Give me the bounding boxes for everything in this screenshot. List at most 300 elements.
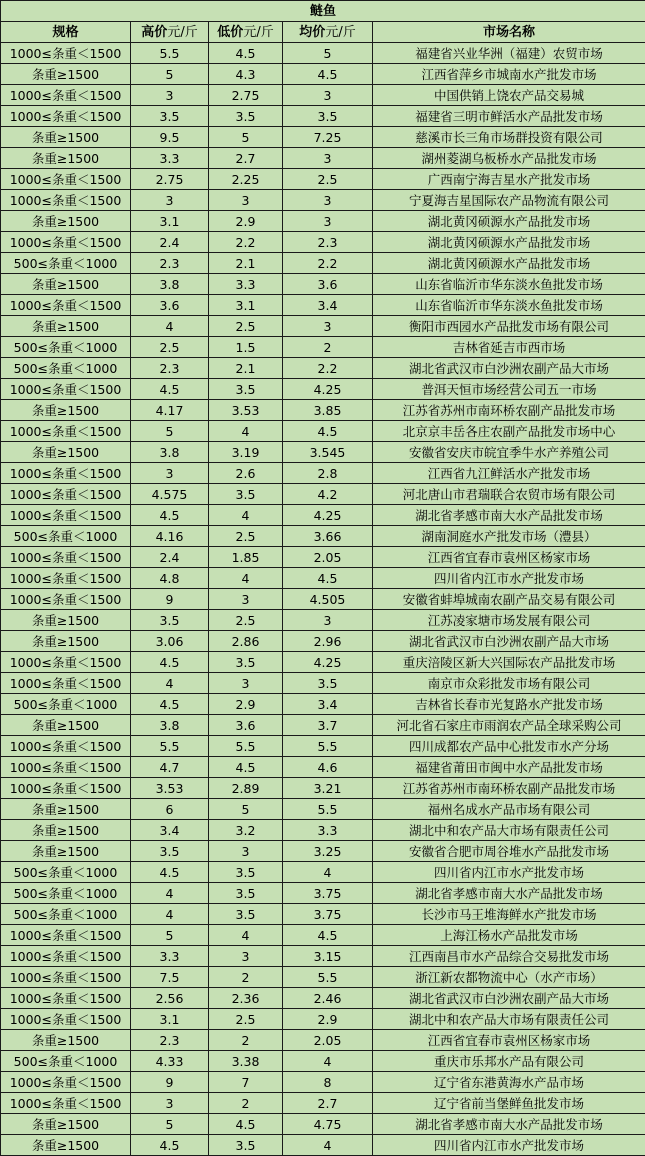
cell-low-price: 2.1 bbox=[209, 358, 283, 379]
cell-spec: 1000≤条重＜1500 bbox=[1, 505, 131, 526]
cell-high-price: 4.5 bbox=[131, 1135, 209, 1156]
cell-low-price: 2.7 bbox=[209, 148, 283, 169]
cell-spec: 1000≤条重＜1500 bbox=[1, 736, 131, 757]
cell-high-price: 5 bbox=[131, 1114, 209, 1135]
cell-low-price: 2 bbox=[209, 1030, 283, 1051]
table-row bbox=[1, 232, 645, 253]
header-main: 市场名称 bbox=[483, 24, 536, 40]
cell-avg-price: 8 bbox=[283, 1072, 373, 1093]
cell-low-price: 3.6 bbox=[209, 715, 283, 736]
cell-market: 湖北黄冈硕源水产品批发市场 bbox=[373, 211, 645, 232]
header-main: 低价 bbox=[217, 24, 244, 40]
header-spec bbox=[1, 22, 131, 43]
cell-avg-price: 3.4 bbox=[283, 295, 373, 316]
cell-market: 福建省兴业华洲（福建）农贸市场 bbox=[373, 43, 645, 64]
cell-spec: 500≤条重＜1000 bbox=[1, 1051, 131, 1072]
cell-avg-price: 7.25 bbox=[283, 127, 373, 148]
cell-spec: 1000≤条重＜1500 bbox=[1, 1009, 131, 1030]
cell-avg-price: 4.25 bbox=[283, 379, 373, 400]
table-row bbox=[1, 841, 645, 862]
cell-market: 上海江杨水产品批发市场 bbox=[373, 925, 645, 946]
table-row bbox=[1, 211, 645, 232]
table-row bbox=[1, 568, 645, 589]
cell-low-price: 2 bbox=[209, 1093, 283, 1114]
cell-spec: 500≤条重＜1000 bbox=[1, 694, 131, 715]
cell-market: 衡阳市西园水产品批发市场有限公司 bbox=[373, 316, 645, 337]
cell-market: 长沙市马王堆海鲜水产批发市场 bbox=[373, 904, 645, 925]
cell-high-price: 3 bbox=[131, 463, 209, 484]
cell-avg-price: 2.2 bbox=[283, 253, 373, 274]
cell-spec: 1000≤条重＜1500 bbox=[1, 1093, 131, 1114]
table-row bbox=[1, 610, 645, 631]
header-high-price bbox=[131, 22, 209, 43]
cell-spec: 500≤条重＜1000 bbox=[1, 904, 131, 925]
cell-high-price: 4.16 bbox=[131, 526, 209, 547]
cell-avg-price: 2.9 bbox=[283, 1009, 373, 1030]
cell-spec: 条重≥1500 bbox=[1, 211, 131, 232]
table-row bbox=[1, 1093, 645, 1114]
cell-low-price: 2.2 bbox=[209, 232, 283, 253]
table-row bbox=[1, 64, 645, 85]
cell-high-price: 3.4 bbox=[131, 820, 209, 841]
cell-spec: 条重≥1500 bbox=[1, 715, 131, 736]
table-row bbox=[1, 316, 645, 337]
cell-high-price: 2.4 bbox=[131, 232, 209, 253]
cell-low-price: 4 bbox=[209, 925, 283, 946]
cell-low-price: 3.3 bbox=[209, 274, 283, 295]
cell-high-price: 3 bbox=[131, 190, 209, 211]
cell-high-price: 4.5 bbox=[131, 505, 209, 526]
cell-avg-price: 3.3 bbox=[283, 820, 373, 841]
header-avg-price bbox=[283, 22, 373, 43]
cell-market: 四川省内江市水产批发市场 bbox=[373, 568, 645, 589]
table-row bbox=[1, 1114, 645, 1135]
cell-high-price: 3.06 bbox=[131, 631, 209, 652]
cell-high-price: 4 bbox=[131, 673, 209, 694]
cell-low-price: 5 bbox=[209, 127, 283, 148]
cell-low-price: 3.5 bbox=[209, 106, 283, 127]
cell-spec: 500≤条重＜1000 bbox=[1, 862, 131, 883]
cell-avg-price: 3.75 bbox=[283, 883, 373, 904]
cell-market: 吉林省延吉市西市场 bbox=[373, 337, 645, 358]
table-row bbox=[1, 694, 645, 715]
cell-high-price: 6 bbox=[131, 799, 209, 820]
table-row bbox=[1, 253, 645, 274]
cell-avg-price: 2 bbox=[283, 337, 373, 358]
cell-market: 四川成都农产品中心批发市水产分场 bbox=[373, 736, 645, 757]
cell-high-price: 2.5 bbox=[131, 337, 209, 358]
cell-market: 吉林省长春市光复路水产批发市场 bbox=[373, 694, 645, 715]
cell-high-price: 3.5 bbox=[131, 610, 209, 631]
cell-spec: 1000≤条重＜1500 bbox=[1, 295, 131, 316]
cell-low-price: 3 bbox=[209, 190, 283, 211]
cell-high-price: 3.5 bbox=[131, 106, 209, 127]
cell-spec: 1000≤条重＜1500 bbox=[1, 1072, 131, 1093]
cell-high-price: 9 bbox=[131, 589, 209, 610]
cell-market: 普洱天恒市场经营公司五一市场 bbox=[373, 379, 645, 400]
cell-spec: 1000≤条重＜1500 bbox=[1, 547, 131, 568]
table-row bbox=[1, 358, 645, 379]
cell-high-price: 4.5 bbox=[131, 652, 209, 673]
cell-high-price: 2.3 bbox=[131, 253, 209, 274]
table-row bbox=[1, 799, 645, 820]
cell-high-price: 4.7 bbox=[131, 757, 209, 778]
table-row bbox=[1, 757, 645, 778]
cell-spec: 1000≤条重＜1500 bbox=[1, 463, 131, 484]
cell-low-price: 4.3 bbox=[209, 64, 283, 85]
cell-spec: 1000≤条重＜1500 bbox=[1, 757, 131, 778]
cell-high-price: 4.17 bbox=[131, 400, 209, 421]
cell-spec: 条重≥1500 bbox=[1, 127, 131, 148]
cell-high-price: 4 bbox=[131, 316, 209, 337]
cell-high-price: 2.3 bbox=[131, 358, 209, 379]
cell-spec: 1000≤条重＜1500 bbox=[1, 925, 131, 946]
cell-low-price: 2.25 bbox=[209, 169, 283, 190]
cell-high-price: 3.8 bbox=[131, 274, 209, 295]
cell-spec: 1000≤条重＜1500 bbox=[1, 484, 131, 505]
cell-low-price: 4.5 bbox=[209, 43, 283, 64]
cell-avg-price: 2.5 bbox=[283, 169, 373, 190]
cell-low-price: 5 bbox=[209, 799, 283, 820]
cell-market: 慈溪市长三角市场群投资有限公司 bbox=[373, 127, 645, 148]
table-row bbox=[1, 484, 645, 505]
cell-low-price: 4.5 bbox=[209, 757, 283, 778]
table-row bbox=[1, 904, 645, 925]
cell-low-price: 4 bbox=[209, 568, 283, 589]
cell-high-price: 5 bbox=[131, 925, 209, 946]
cell-high-price: 5 bbox=[131, 64, 209, 85]
cell-market: 福建省三明市鲜活水产品批发市场 bbox=[373, 106, 645, 127]
cell-market: 湖北黄冈硕源水产品批发市场 bbox=[373, 232, 645, 253]
cell-avg-price: 3.5 bbox=[283, 106, 373, 127]
table-row bbox=[1, 43, 645, 64]
cell-market: 山东省临沂市华东淡水鱼批发市场 bbox=[373, 295, 645, 316]
cell-spec: 条重≥1500 bbox=[1, 274, 131, 295]
cell-high-price: 5.5 bbox=[131, 736, 209, 757]
table-row bbox=[1, 883, 645, 904]
cell-avg-price: 3 bbox=[283, 85, 373, 106]
cell-spec: 1000≤条重＜1500 bbox=[1, 169, 131, 190]
cell-avg-price: 3 bbox=[283, 610, 373, 631]
cell-market: 江西省萍乡市城南水产批发市场 bbox=[373, 64, 645, 85]
header-market bbox=[373, 22, 645, 43]
cell-spec: 1000≤条重＜1500 bbox=[1, 43, 131, 64]
cell-market: 安徽省合肥市周谷堆水产品批发市场 bbox=[373, 841, 645, 862]
header-unit: 元/斤 bbox=[167, 24, 198, 40]
cell-low-price: 3.5 bbox=[209, 904, 283, 925]
cell-market: 江西南昌市水产品综合交易批发市场 bbox=[373, 946, 645, 967]
cell-high-price: 2.56 bbox=[131, 988, 209, 1009]
cell-low-price: 3.5 bbox=[209, 862, 283, 883]
cell-avg-price: 3 bbox=[283, 148, 373, 169]
table-row bbox=[1, 190, 645, 211]
cell-avg-price: 5 bbox=[283, 43, 373, 64]
table-row bbox=[1, 862, 645, 883]
cell-avg-price: 2.46 bbox=[283, 988, 373, 1009]
cell-low-price: 2.9 bbox=[209, 211, 283, 232]
table-row bbox=[1, 925, 645, 946]
cell-low-price: 2.5 bbox=[209, 1009, 283, 1030]
table-row bbox=[1, 946, 645, 967]
cell-high-price: 4 bbox=[131, 883, 209, 904]
cell-low-price: 3.5 bbox=[209, 1135, 283, 1156]
cell-low-price: 2.5 bbox=[209, 526, 283, 547]
cell-avg-price: 3.25 bbox=[283, 841, 373, 862]
cell-high-price: 4.33 bbox=[131, 1051, 209, 1072]
table-row bbox=[1, 1009, 645, 1030]
cell-low-price: 3.2 bbox=[209, 820, 283, 841]
cell-high-price: 2.4 bbox=[131, 547, 209, 568]
cell-market: 辽宁省前当堡鲜鱼批发市场 bbox=[373, 1093, 645, 1114]
cell-spec: 条重≥1500 bbox=[1, 820, 131, 841]
cell-high-price: 3.6 bbox=[131, 295, 209, 316]
cell-avg-price: 4.505 bbox=[283, 589, 373, 610]
cell-avg-price: 3.7 bbox=[283, 715, 373, 736]
cell-high-price: 5 bbox=[131, 421, 209, 442]
table-row bbox=[1, 631, 645, 652]
cell-market: 重庆涪陵区新大兴国际农产品批发市场 bbox=[373, 652, 645, 673]
cell-spec: 1000≤条重＜1500 bbox=[1, 589, 131, 610]
cell-avg-price: 3.15 bbox=[283, 946, 373, 967]
table-row bbox=[1, 589, 645, 610]
table-row bbox=[1, 1072, 645, 1093]
cell-high-price: 2.75 bbox=[131, 169, 209, 190]
cell-avg-price: 5.5 bbox=[283, 799, 373, 820]
table-row bbox=[1, 127, 645, 148]
cell-market: 江苏凌家塘市场发展有限公司 bbox=[373, 610, 645, 631]
cell-high-price: 3.53 bbox=[131, 778, 209, 799]
table-row bbox=[1, 421, 645, 442]
cell-low-price: 3.5 bbox=[209, 652, 283, 673]
cell-low-price: 2.9 bbox=[209, 694, 283, 715]
cell-low-price: 3.5 bbox=[209, 883, 283, 904]
cell-high-price: 3 bbox=[131, 85, 209, 106]
cell-avg-price: 4.6 bbox=[283, 757, 373, 778]
cell-avg-price: 3.4 bbox=[283, 694, 373, 715]
cell-avg-price: 4.25 bbox=[283, 505, 373, 526]
cell-spec: 1000≤条重＜1500 bbox=[1, 379, 131, 400]
cell-low-price: 3.5 bbox=[209, 484, 283, 505]
cell-spec: 条重≥1500 bbox=[1, 1135, 131, 1156]
cell-market: 河北省石家庄市雨润农产品全球采购公司 bbox=[373, 715, 645, 736]
cell-spec: 1000≤条重＜1500 bbox=[1, 421, 131, 442]
cell-spec: 500≤条重＜1000 bbox=[1, 253, 131, 274]
cell-low-price: 3.19 bbox=[209, 442, 283, 463]
cell-market: 河北唐山市君瑞联合农贸市场有限公司 bbox=[373, 484, 645, 505]
table-row bbox=[1, 400, 645, 421]
table-row bbox=[1, 673, 645, 694]
cell-low-price: 2.75 bbox=[209, 85, 283, 106]
cell-spec: 500≤条重＜1000 bbox=[1, 358, 131, 379]
header-low-price bbox=[209, 22, 283, 43]
cell-market: 山东省临沂市华东淡水鱼批发市场 bbox=[373, 274, 645, 295]
cell-spec: 1000≤条重＜1500 bbox=[1, 568, 131, 589]
table-row bbox=[1, 820, 645, 841]
cell-market: 广西南宁海吉星水产批发市场 bbox=[373, 169, 645, 190]
cell-market: 安徽省安庆市皖宜季牛水产养殖公司 bbox=[373, 442, 645, 463]
cell-spec: 条重≥1500 bbox=[1, 799, 131, 820]
cell-avg-price: 3.5 bbox=[283, 673, 373, 694]
cell-spec: 条重≥1500 bbox=[1, 610, 131, 631]
cell-high-price: 3.1 bbox=[131, 1009, 209, 1030]
cell-low-price: 2 bbox=[209, 967, 283, 988]
cell-high-price: 5.5 bbox=[131, 43, 209, 64]
cell-avg-price: 3 bbox=[283, 211, 373, 232]
cell-high-price: 3.1 bbox=[131, 211, 209, 232]
cell-spec: 条重≥1500 bbox=[1, 442, 131, 463]
cell-low-price: 3 bbox=[209, 673, 283, 694]
table-row bbox=[1, 715, 645, 736]
cell-low-price: 5.5 bbox=[209, 736, 283, 757]
cell-avg-price: 4 bbox=[283, 1135, 373, 1156]
table-row bbox=[1, 652, 645, 673]
cell-avg-price: 4.5 bbox=[283, 568, 373, 589]
cell-market: 湖北省孝感市南大水产品批发市场 bbox=[373, 883, 645, 904]
cell-avg-price: 5.5 bbox=[283, 967, 373, 988]
table-row bbox=[1, 379, 645, 400]
cell-avg-price: 3.6 bbox=[283, 274, 373, 295]
cell-spec: 1000≤条重＜1500 bbox=[1, 190, 131, 211]
cell-low-price: 4.5 bbox=[209, 1114, 283, 1135]
cell-avg-price: 2.3 bbox=[283, 232, 373, 253]
cell-high-price: 4.575 bbox=[131, 484, 209, 505]
cell-spec: 1000≤条重＜1500 bbox=[1, 106, 131, 127]
cell-market: 辽宁省东港黄海水产品市场 bbox=[373, 1072, 645, 1093]
cell-high-price: 3.8 bbox=[131, 715, 209, 736]
table-row bbox=[1, 337, 645, 358]
table-title: 鲢鱼 bbox=[1, 1, 645, 22]
table-row bbox=[1, 85, 645, 106]
cell-market: 重庆市乐邦水产品有限公司 bbox=[373, 1051, 645, 1072]
cell-avg-price: 4.5 bbox=[283, 64, 373, 85]
cell-market: 湖北中和农产品大市场有限责任公司 bbox=[373, 1009, 645, 1030]
cell-market: 湖北省孝感市南大水产品批发市场 bbox=[373, 505, 645, 526]
cell-avg-price: 4.75 bbox=[283, 1114, 373, 1135]
cell-low-price: 3.5 bbox=[209, 379, 283, 400]
cell-high-price: 3.3 bbox=[131, 946, 209, 967]
cell-spec: 1000≤条重＜1500 bbox=[1, 988, 131, 1009]
cell-avg-price: 2.2 bbox=[283, 358, 373, 379]
cell-high-price: 3.8 bbox=[131, 442, 209, 463]
table-row bbox=[1, 169, 645, 190]
cell-low-price: 3 bbox=[209, 841, 283, 862]
cell-spec: 条重≥1500 bbox=[1, 64, 131, 85]
table-row bbox=[1, 967, 645, 988]
cell-high-price: 4.5 bbox=[131, 379, 209, 400]
cell-avg-price: 4.5 bbox=[283, 421, 373, 442]
table-row bbox=[1, 148, 645, 169]
cell-low-price: 2.1 bbox=[209, 253, 283, 274]
cell-avg-price: 4.5 bbox=[283, 925, 373, 946]
cell-high-price: 4.5 bbox=[131, 862, 209, 883]
cell-low-price: 7 bbox=[209, 1072, 283, 1093]
cell-market: 福州名成水产品市场有限公司 bbox=[373, 799, 645, 820]
cell-high-price: 9.5 bbox=[131, 127, 209, 148]
cell-low-price: 2.89 bbox=[209, 778, 283, 799]
table-row bbox=[1, 526, 645, 547]
cell-avg-price: 2.7 bbox=[283, 1093, 373, 1114]
cell-spec: 条重≥1500 bbox=[1, 316, 131, 337]
cell-low-price: 2.5 bbox=[209, 610, 283, 631]
table-row bbox=[1, 463, 645, 484]
cell-market: 湖北省武汉市白沙洲农副产品大市场 bbox=[373, 988, 645, 1009]
cell-spec: 1000≤条重＜1500 bbox=[1, 967, 131, 988]
table-row bbox=[1, 1051, 645, 1072]
cell-market: 湖北省孝感市南大水产品批发市场 bbox=[373, 1114, 645, 1135]
cell-market: 江西省宜春市袁州区杨家市场 bbox=[373, 547, 645, 568]
header-main: 高价 bbox=[141, 24, 168, 40]
cell-spec: 1000≤条重＜1500 bbox=[1, 232, 131, 253]
table-row bbox=[1, 547, 645, 568]
cell-high-price: 3 bbox=[131, 1093, 209, 1114]
cell-high-price: 9 bbox=[131, 1072, 209, 1093]
cell-spec: 条重≥1500 bbox=[1, 1114, 131, 1135]
cell-avg-price: 2.8 bbox=[283, 463, 373, 484]
cell-low-price: 4 bbox=[209, 421, 283, 442]
cell-low-price: 2.36 bbox=[209, 988, 283, 1009]
cell-spec: 1000≤条重＜1500 bbox=[1, 778, 131, 799]
cell-high-price: 3.5 bbox=[131, 841, 209, 862]
cell-market: 湖州菱湖乌板桥水产品批发市场 bbox=[373, 148, 645, 169]
cell-low-price: 2.6 bbox=[209, 463, 283, 484]
cell-spec: 条重≥1500 bbox=[1, 631, 131, 652]
cell-avg-price: 4 bbox=[283, 1051, 373, 1072]
cell-avg-price: 3.85 bbox=[283, 400, 373, 421]
cell-avg-price: 2.05 bbox=[283, 1030, 373, 1051]
cell-low-price: 3 bbox=[209, 589, 283, 610]
cell-spec: 条重≥1500 bbox=[1, 1030, 131, 1051]
cell-market: 湖南洞庭水产批发市场（澧县） bbox=[373, 526, 645, 547]
table-row bbox=[1, 988, 645, 1009]
cell-spec: 条重≥1500 bbox=[1, 400, 131, 421]
cell-avg-price: 3.21 bbox=[283, 778, 373, 799]
cell-low-price: 3.53 bbox=[209, 400, 283, 421]
cell-market: 四川省内江市水产批发市场 bbox=[373, 862, 645, 883]
cell-spec: 1000≤条重＜1500 bbox=[1, 85, 131, 106]
cell-market: 浙江新农都物流中心（水产市场） bbox=[373, 967, 645, 988]
cell-high-price: 4.8 bbox=[131, 568, 209, 589]
cell-market: 江西省九江鲜活水产批发市场 bbox=[373, 463, 645, 484]
cell-spec: 条重≥1500 bbox=[1, 841, 131, 862]
cell-market: 湖北省武汉市白沙洲农副产品大市场 bbox=[373, 358, 645, 379]
table-row bbox=[1, 1030, 645, 1051]
cell-low-price: 2.5 bbox=[209, 316, 283, 337]
cell-low-price: 1.5 bbox=[209, 337, 283, 358]
table-row bbox=[1, 736, 645, 757]
cell-spec: 500≤条重＜1000 bbox=[1, 883, 131, 904]
title-row bbox=[1, 1, 645, 22]
cell-market: 江苏省苏州市南环桥农副产品批发市场 bbox=[373, 400, 645, 421]
table-row bbox=[1, 1135, 645, 1156]
cell-market: 南京市众彩批发市场有限公司 bbox=[373, 673, 645, 694]
cell-low-price: 2.86 bbox=[209, 631, 283, 652]
cell-low-price: 3.38 bbox=[209, 1051, 283, 1072]
cell-low-price: 3 bbox=[209, 946, 283, 967]
cell-market: 中国供销上饶农产品交易城 bbox=[373, 85, 645, 106]
cell-high-price: 3.3 bbox=[131, 148, 209, 169]
cell-spec: 500≤条重＜1000 bbox=[1, 526, 131, 547]
cell-high-price: 4 bbox=[131, 904, 209, 925]
cell-avg-price: 3.545 bbox=[283, 442, 373, 463]
cell-avg-price: 3 bbox=[283, 190, 373, 211]
cell-market: 安徽省蚌埠城南农副产品交易有限公司 bbox=[373, 589, 645, 610]
table-row bbox=[1, 274, 645, 295]
cell-avg-price: 3.66 bbox=[283, 526, 373, 547]
header-row bbox=[1, 22, 645, 43]
cell-avg-price: 2.96 bbox=[283, 631, 373, 652]
cell-market: 宁夏海吉星国际农产品物流有限公司 bbox=[373, 190, 645, 211]
header-unit: 元/斤 bbox=[243, 24, 274, 40]
